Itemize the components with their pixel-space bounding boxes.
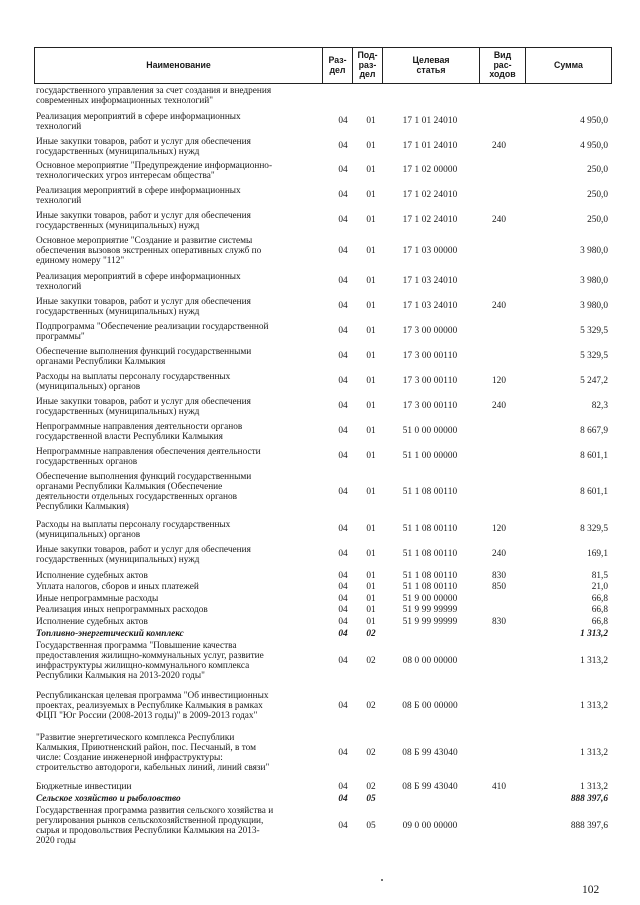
row-vid-rashodov: 830 — [492, 617, 506, 627]
row-razdel: 04 — [338, 594, 348, 604]
row-summa: 3 980,0 — [580, 246, 608, 256]
row-razdel: 04 — [338, 629, 348, 639]
row-tselevaya-statya: 51 1 08 00110 — [402, 524, 458, 534]
row-razdel: 04 — [338, 605, 348, 615]
row-name: Исполнение судебных актов — [36, 571, 148, 581]
row-razdel: 04 — [338, 376, 348, 386]
row-tselevaya-statya: 08 Б 99 43040 — [402, 782, 458, 792]
row-vid-rashodov: 240 — [492, 549, 506, 559]
row-podrazdel: 01 — [366, 276, 376, 286]
row-tselevaya-statya: 17 3 00 00000 — [402, 326, 458, 336]
row-tselevaya-statya: 17 1 01 24010 — [402, 141, 458, 151]
row-podrazdel: 05 — [366, 794, 376, 804]
row-tselevaya-statya: 08 0 00 00000 — [402, 656, 458, 666]
row-summa: 5 329,5 — [580, 326, 608, 336]
row-summa: 8 329,5 — [580, 524, 608, 534]
row-podrazdel: 01 — [366, 190, 376, 200]
row-podrazdel: 01 — [366, 401, 376, 411]
row-vid-rashodov: 240 — [492, 401, 506, 411]
row-razdel: 04 — [338, 701, 348, 711]
row-razdel: 04 — [338, 351, 348, 361]
row-podrazdel: 01 — [366, 326, 376, 336]
row-razdel: 04 — [338, 571, 348, 581]
row-razdel: 04 — [338, 582, 348, 592]
row-podrazdel: 02 — [366, 782, 376, 792]
row-podrazdel: 01 — [366, 594, 376, 604]
row-summa: 5 247,2 — [580, 376, 608, 386]
row-name: Иные непрограммные расходы — [36, 594, 159, 604]
row-razdel: 04 — [338, 215, 348, 225]
row-vid-rashodov: 240 — [492, 301, 506, 311]
row-tselevaya-statya: 17 3 00 00110 — [402, 401, 458, 411]
row-tselevaya-statya: 08 Б 99 43040 — [402, 748, 458, 758]
row-name: Иные закупки товаров, работ и услуг для обеспечения государственных (муниципальных) нужд — [36, 297, 251, 318]
header-summa: Сумма — [525, 48, 611, 83]
row-name: Иные закупки товаров, работ и услуг для обеспечения государственных (муниципальных) нужд — [36, 397, 251, 418]
row-summa: 66,8 — [591, 594, 608, 604]
row-summa: 1 313,2 — [580, 701, 608, 711]
row-razdel: 04 — [338, 426, 348, 436]
row-tselevaya-statya: 17 1 03 00000 — [402, 246, 458, 256]
row-name: Реализация мероприятий в сфере информационных технологий — [36, 272, 241, 293]
row-summa: 250,0 — [587, 190, 608, 200]
row-razdel: 04 — [338, 326, 348, 336]
header-vid-rashodov: Вид рас- ходов — [479, 48, 525, 83]
row-name: "Развитие энергетического комплекса Республики Калмыкия, Приютненский район, пос. Песчаный, в том числе: Создание инженерной инфраструктуры: строительство автодороги, кабельных линий, линий связи" — [36, 733, 270, 774]
row-name: Обеспечение выполнения функций государственными органами Республики Калмыкия — [36, 347, 252, 368]
row-summa: 66,8 — [591, 605, 608, 615]
row-summa: 8 667,9 — [580, 426, 608, 436]
row-tselevaya-statya: 17 1 03 24010 — [402, 276, 458, 286]
row-podrazdel: 05 — [366, 821, 376, 831]
row-summa: 3 980,0 — [580, 301, 608, 311]
row-summa: 8 601,1 — [580, 451, 608, 461]
row-podrazdel: 01 — [366, 141, 376, 151]
row-summa: 4 950,0 — [580, 116, 608, 126]
scan-speck — [381, 879, 383, 881]
row-razdel: 04 — [338, 401, 348, 411]
row-name: Бюджетные инвестиции — [36, 782, 132, 792]
row-tselevaya-statya: 51 9 99 99999 — [402, 605, 458, 615]
row-razdel: 04 — [338, 141, 348, 151]
row-name: Уплата налогов, сборов и иных платежей — [36, 582, 199, 592]
row-razdel: 04 — [338, 165, 348, 175]
header-name: Наименование — [146, 59, 211, 70]
row-summa: 1 313,2 — [580, 629, 608, 639]
row-razdel: 04 — [338, 116, 348, 126]
row-razdel: 04 — [338, 487, 348, 497]
header-razdel: Раз- дел — [322, 48, 352, 83]
row-tselevaya-statya: 17 1 01 24010 — [402, 116, 458, 126]
row-summa: 21,0 — [591, 582, 608, 592]
row-podrazdel: 01 — [366, 487, 376, 497]
row-tselevaya-statya: 51 1 08 00110 — [402, 571, 458, 581]
row-vid-rashodov: 240 — [492, 215, 506, 225]
row-razdel: 04 — [338, 617, 348, 627]
row-name: Основное мероприятие "Создание и развитие системы обеспечения вызовов экстренных оперативных служб по единому номеру "112" — [36, 236, 262, 267]
row-name: Сельское хозяйство и рыболовство — [36, 794, 181, 804]
row-name: Основное мероприятие "Предупреждение информационно- технологических угроз интересам общества" — [36, 161, 273, 182]
row-tselevaya-statya: 51 1 08 00110 — [402, 582, 458, 592]
row-tselevaya-statya: 17 1 02 24010 — [402, 190, 458, 200]
row-name: государственного управления за счет создания и внедрения современных информационных технологий" — [36, 86, 272, 107]
row-podrazdel: 01 — [366, 605, 376, 615]
row-summa: 82,3 — [591, 401, 608, 411]
row-podrazdel: 02 — [366, 629, 376, 639]
row-summa: 888 397,6 — [570, 821, 608, 831]
page-number: 102 — [582, 884, 600, 896]
row-name: Иные закупки товаров, работ и услуг для обеспечения государственных (муниципальных) нужд — [36, 545, 251, 566]
row-podrazdel: 01 — [366, 116, 376, 126]
row-podrazdel: 01 — [366, 582, 376, 592]
row-summa: 66,8 — [591, 617, 608, 627]
row-tselevaya-statya: 17 1 02 00000 — [402, 165, 458, 175]
row-name: Подпрограмма "Обеспечение реализации государственной программы" — [36, 322, 269, 343]
row-podrazdel: 01 — [366, 376, 376, 386]
row-podrazdel: 02 — [366, 656, 376, 666]
row-razdel: 04 — [338, 524, 348, 534]
row-razdel: 04 — [338, 190, 348, 200]
row-podrazdel: 01 — [366, 426, 376, 436]
row-name: Топливно-энергетический комплекс — [36, 629, 184, 639]
header-podrazdel: Под- раз- дел — [352, 48, 382, 83]
row-tselevaya-statya: 17 3 00 00110 — [402, 376, 458, 386]
row-podrazdel: 01 — [366, 524, 376, 534]
row-tselevaya-statya: 51 1 00 00000 — [402, 451, 458, 461]
row-name: Расходы на выплаты персоналу государственных (муниципальных) органов — [36, 520, 231, 541]
row-name: Непрограммные направления деятельности органов государственной власти Республики Калмыкия — [36, 422, 243, 443]
row-summa: 888 397,6 — [570, 794, 608, 804]
row-tselevaya-statya: 09 0 00 00000 — [402, 821, 458, 831]
row-razdel: 04 — [338, 782, 348, 792]
row-vid-rashodov: 830 — [492, 571, 506, 581]
row-summa: 250,0 — [587, 215, 608, 225]
row-podrazdel: 01 — [366, 165, 376, 175]
row-summa: 81,5 — [591, 571, 608, 581]
row-tselevaya-statya: 17 3 00 00110 — [402, 351, 458, 361]
row-name: Непрограммные направления обеспечения деятельности государственных органов — [36, 447, 261, 468]
row-podrazdel: 01 — [366, 351, 376, 361]
row-tselevaya-statya: 17 1 03 24010 — [402, 301, 458, 311]
header-tselevaya-statya: Целевая статья — [382, 48, 479, 83]
row-podrazdel: 01 — [366, 617, 376, 627]
row-name: Реализация мероприятий в сфере информационных технологий — [36, 112, 241, 133]
row-tselevaya-statya: 51 0 00 00000 — [402, 426, 458, 436]
row-tselevaya-statya: 51 1 08 00110 — [402, 487, 458, 497]
row-podrazdel: 01 — [366, 215, 376, 225]
row-podrazdel: 02 — [366, 701, 376, 711]
row-name: Государственная программа "Повышение качества предоставления жилищно-коммунальных услуг, развитие инфраструктуры жилищно-коммунального комплекса Республики Калмыкия на 2013-2020 годы" — [36, 641, 264, 682]
row-podrazdel: 01 — [366, 451, 376, 461]
row-summa: 1 313,2 — [580, 748, 608, 758]
row-name: Республиканская целевая программа "Об инвестиционных проектах, реализуемых в Республике Калмыкия в рамках ФЦП "Юг России (2008-2013 годы)" в 2009-2013 годах" — [36, 691, 269, 722]
row-summa: 3 980,0 — [580, 276, 608, 286]
row-vid-rashodov: 240 — [492, 141, 506, 151]
row-name: Иные закупки товаров, работ и услуг для обеспечения государственных (муниципальных) нужд — [36, 137, 251, 158]
row-podrazdel: 01 — [366, 571, 376, 581]
row-name: Расходы на выплаты персоналу государственных (муниципальных) органов — [36, 372, 231, 393]
row-razdel: 04 — [338, 276, 348, 286]
row-razdel: 04 — [338, 549, 348, 559]
row-tselevaya-statya: 51 1 08 00110 — [402, 549, 458, 559]
row-name: Реализация иных непрограммных расходов — [36, 605, 208, 615]
row-tselevaya-statya: 51 9 00 00000 — [402, 594, 458, 604]
row-podrazdel: 01 — [366, 246, 376, 256]
row-razdel: 04 — [338, 246, 348, 256]
row-summa: 1 313,2 — [580, 656, 608, 666]
row-razdel: 04 — [338, 794, 348, 804]
row-tselevaya-statya: 17 1 02 24010 — [402, 215, 458, 225]
row-vid-rashodov: 850 — [492, 582, 506, 592]
row-razdel: 04 — [338, 821, 348, 831]
row-name: Обеспечение выполнения функций государственными органами Республики Калмыкия (Обеспечение деятельности отдельных государственных органов Республики Калмыкия) — [36, 472, 252, 513]
row-razdel: 04 — [338, 656, 348, 666]
row-razdel: 04 — [338, 301, 348, 311]
row-razdel: 04 — [338, 748, 348, 758]
row-summa: 4 950,0 — [580, 141, 608, 151]
row-vid-rashodov: 120 — [492, 524, 506, 534]
row-tselevaya-statya: 08 Б 00 00000 — [402, 701, 458, 711]
row-name: Реализация мероприятий в сфере информационных технологий — [36, 186, 241, 207]
row-summa: 8 601,1 — [580, 487, 608, 497]
row-summa: 5 329,5 — [580, 351, 608, 361]
row-vid-rashodov: 120 — [492, 376, 506, 386]
row-summa: 250,0 — [587, 165, 608, 175]
row-vid-rashodov: 410 — [492, 782, 506, 792]
row-name: Государственная программа развития сельского хозяйства и регулирования рынков сельскохозяйственной продукции, сырья и продовольствия Республики Калмыкия на 2013- 2020 годы — [36, 806, 274, 847]
row-summa: 1 313,2 — [580, 782, 608, 792]
row-podrazdel: 01 — [366, 301, 376, 311]
row-tselevaya-statya: 51 9 99 99999 — [402, 617, 458, 627]
row-razdel: 04 — [338, 451, 348, 461]
row-name: Исполнение судебных актов — [36, 617, 148, 627]
row-name: Иные закупки товаров, работ и услуг для обеспечения государственных (муниципальных) нужд — [36, 211, 251, 232]
row-summa: 169,1 — [587, 549, 608, 559]
row-podrazdel: 01 — [366, 549, 376, 559]
table-header — [34, 47, 612, 84]
row-podrazdel: 02 — [366, 748, 376, 758]
